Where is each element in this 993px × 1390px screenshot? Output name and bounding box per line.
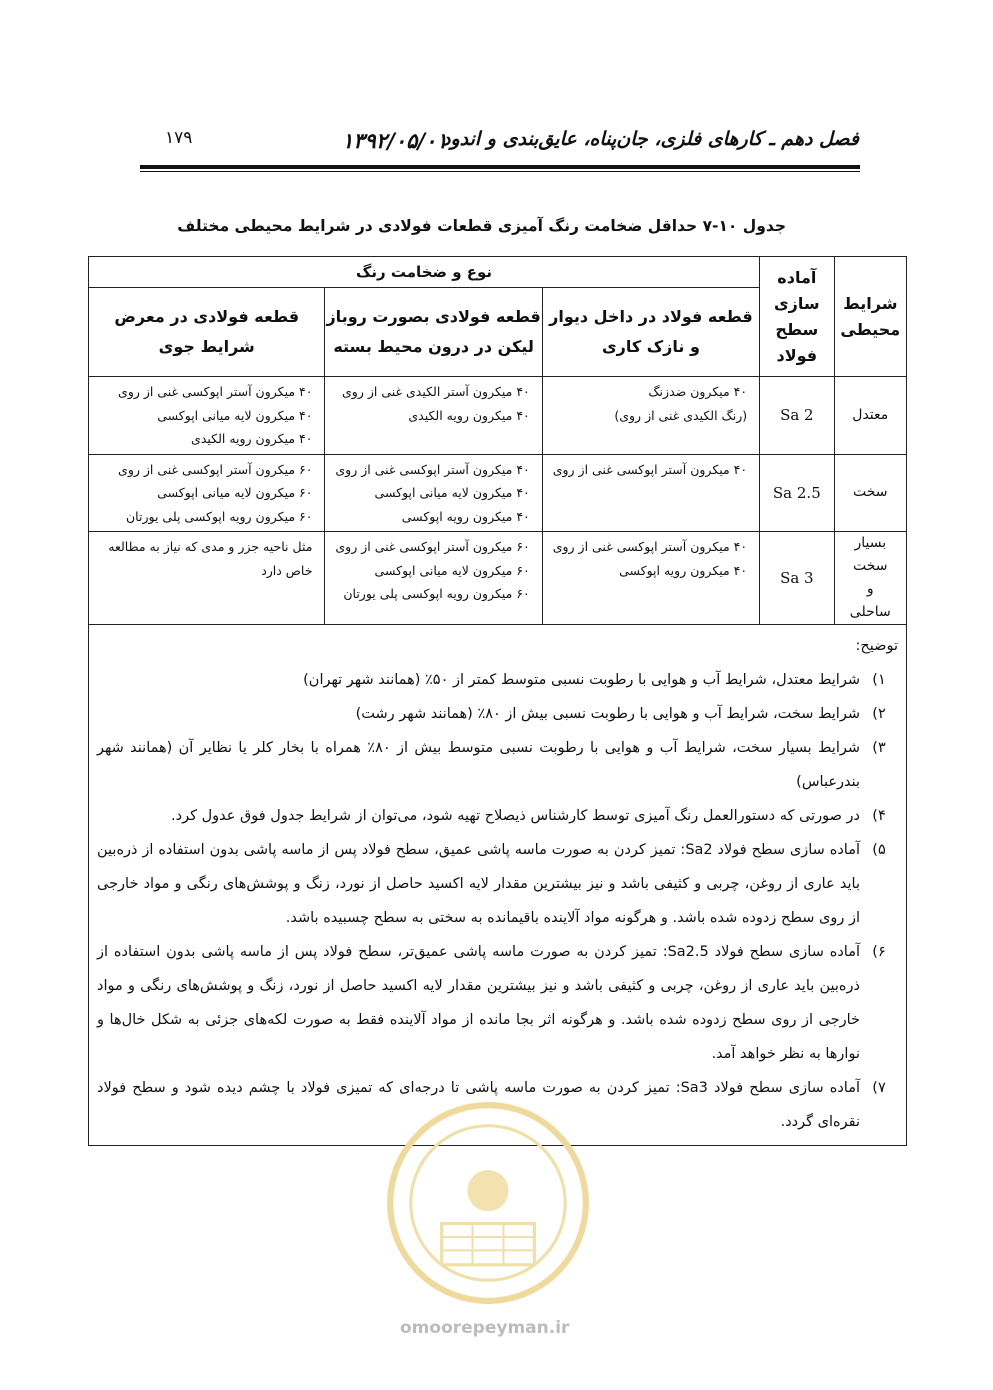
table-row: [89, 377, 907, 455]
paint-line: ۴۰ میکرون رویه اپوکسی: [619, 562, 748, 578]
note-text: آماده سازی سطح فولاد Sa2.5: تمیز کردن به صورت ماسه پاشی عمیق‌تر، سطح فولاد پس از ماسه پاشی بدون استفاده از ذره‌بین باید عاری از روغن، چربی و کثیفی باشد و نیز بیشترین مقدار لایه اکسید حاصل از نورد، زنگ و پوشش‌های رنگی و مواد خارجی از روی سطح زدوده شده باشد. و هرگونه اثر بجا مانده از مواد آلاینده فقط به صورت لکه‌های جزئی به شکل خال‌ها و نوارها به نظر خواهد آمد.: [97, 944, 860, 1062]
header-env-conditions: شرایط محیطی: [834, 257, 906, 377]
open-cell: [325, 532, 542, 625]
paint-line: ۶۰ میکرون آستر اپوکسی غنی از روی: [118, 461, 313, 477]
table-row: [89, 532, 907, 625]
inside-cell: [542, 454, 759, 532]
paint-line: ۴۰ میکرون لایه میانی اپوکسی: [157, 407, 313, 423]
exposed-cell: [89, 377, 325, 455]
paint-line: ۴۰ میکرون آستر الکیدی غنی از روی: [342, 384, 530, 399]
prep-cell: Sa 2.5: [760, 454, 834, 532]
note-number: ۷): [872, 1080, 886, 1096]
paint-line: ۴۰ میکرون آستر اپوکسی غنی از روی: [552, 539, 748, 554]
header-exposed: قطعه فولادی در معرض شرایط جوی: [89, 288, 325, 377]
seal-watermark-icon: [385, 1100, 591, 1306]
paint-thickness-table: [88, 256, 907, 1146]
paint-line: ۴۰ میکرون لایه میانی اپوکسی: [374, 485, 530, 500]
inside-cell: [542, 377, 759, 455]
notes-title: توضیح:: [855, 638, 898, 654]
note-text: شرایط معتدل، شرایط آب و هوایی با رطوبت نسبی متوسط کمتر از ۵۰٪ (همانند شهر تهران): [303, 672, 860, 688]
note-number: ۴): [872, 808, 886, 824]
note-item: [97, 697, 898, 731]
note-item: [97, 935, 898, 1071]
note-item: [97, 663, 898, 697]
paint-line: ۶۰ میکرون رویه اپوکسی پلی یورتان: [126, 508, 313, 524]
inside-cell: [542, 532, 759, 625]
env-cell: بسیار سخت و ساحلی: [834, 532, 906, 625]
note-number: ۶): [872, 944, 886, 960]
notes-section: [89, 625, 907, 1146]
note-number: ۱): [872, 672, 886, 688]
paint-line: ۴۰ میکرون رویه الکیدی: [191, 431, 313, 446]
page-number: ۱۷۹: [165, 128, 193, 148]
note-number: ۳): [872, 740, 886, 756]
header-open-enclosed: قطعه فولادی بصورت روباز لیکن در درون محیط بسته: [325, 288, 542, 377]
header-rule-thin: [140, 171, 860, 172]
paint-line: خاص دارد: [261, 562, 313, 578]
note-item: [97, 833, 898, 935]
open-cell: [325, 377, 542, 455]
table-caption: جدول ۱۰-۷ حداقل ضخامت رنگ آمیزی قطعات فولادی در شرایط محیطی مختلف: [177, 217, 786, 235]
paint-line: ۶۰ میکرون رویه اپوکسی پلی یورتان: [343, 586, 530, 601]
note-text: آماده سازی سطح فولاد Sa2: تمیز کردن به صورت ماسه پاشی عمیق، سطح فولاد پس از ماسه پاشی بدون استفاده از ذره‌بین باید عاری از روغن، چربی و کثیفی باشد و نیز بیشترین مقدار لایه اکسید حاصل از نورد، زنگ و پوشش‌های رنگی و مواد خارجی از روی سطح زدوده شده باشد. و هرگونه مواد آلاینده باقیمانده به سختی به سطح چسبیده باشد.: [97, 842, 860, 926]
note-text: شرایط بسیار سخت، شرایط آب و هوایی با رطوبت نسبی متوسط بیش از ۸۰٪ همراه با بخار کلر یا نظایر آن (همانند شهر بندرعباس): [97, 740, 860, 790]
open-cell: [325, 454, 542, 532]
header-rule-thick: [140, 165, 860, 169]
paint-line: ۶۰ میکرون آستر اپوکسی غنی از روی: [335, 539, 530, 554]
note-number: ۵): [872, 842, 886, 858]
header-date: ۱۳۹۲/۰۵/۰۱: [342, 128, 448, 153]
watermark-site: omoorepeyman.ir: [400, 1318, 570, 1338]
note-text: آماده سازی سطح فولاد Sa3: تمیز کردن به صورت ماسه پاشی تا درجه‌ای که تمیزی فولاد با چشم دیده شود و سطح فولاد نقره‌ای گردد.: [97, 1080, 860, 1130]
paint-line: ۴۰ میکرون رویه الکیدی: [408, 407, 530, 423]
paint-line: ۶۰ میکرون لایه میانی اپوکسی: [374, 562, 530, 578]
paint-line: (رنگ الکیدی غنی از روی): [614, 407, 748, 423]
chapter-title: فصل دهم ـ کارهای فلزی، جان‌پناه، عایق‌بندی و اندود: [442, 128, 859, 150]
table-row: [89, 454, 907, 532]
paint-line: ۴۰ میکرون آستر اپوکسی غنی از روی: [552, 461, 748, 477]
header-surface-prep: آماده سازی سطح فولاد: [760, 257, 834, 377]
paint-line: ۴۰ میکرون آستر اپوکسی غنی از روی: [118, 384, 313, 399]
note-text: شرایط سخت، شرایط آب و هوایی با رطوبت نسبی بیش از ۸۰٪ (همانند شهر رشت): [355, 706, 860, 722]
note-text: در صورتی که دستورالعمل رنگ آمیزی توسط کارشناس ذیصلاح تهیه شود، می‌توان از شرایط جدول فوق عدول کرد.: [171, 808, 860, 824]
env-cell: معتدل: [834, 377, 906, 455]
exposed-cell: [89, 532, 325, 625]
paint-line: مثل ناحیه جزر و مدی که نیاز به مطالعه: [108, 539, 313, 554]
note-item: [97, 731, 898, 799]
paint-line: ۴۰ میکرون رویه اپوکسی: [401, 508, 530, 524]
prep-cell: Sa 2: [760, 377, 834, 455]
paint-line: ۶۰ میکرون لایه میانی اپوکسی: [157, 485, 313, 500]
header-paint-type: نوع و ضخامت رنگ: [89, 257, 760, 288]
prep-cell: Sa 3: [760, 532, 834, 625]
note-number: ۲): [872, 706, 886, 722]
paint-line: ۴۰ میکرون ضدزنگ: [648, 384, 748, 399]
env-cell: سخت: [834, 454, 906, 532]
header-inside-wall: قطعه فولاد در داخل دیوار و نازک کاری: [542, 288, 759, 377]
exposed-cell: [89, 454, 325, 532]
note-item: [97, 799, 898, 833]
paint-line: ۴۰ میکرون آستر اپوکسی غنی از روی: [335, 461, 530, 477]
